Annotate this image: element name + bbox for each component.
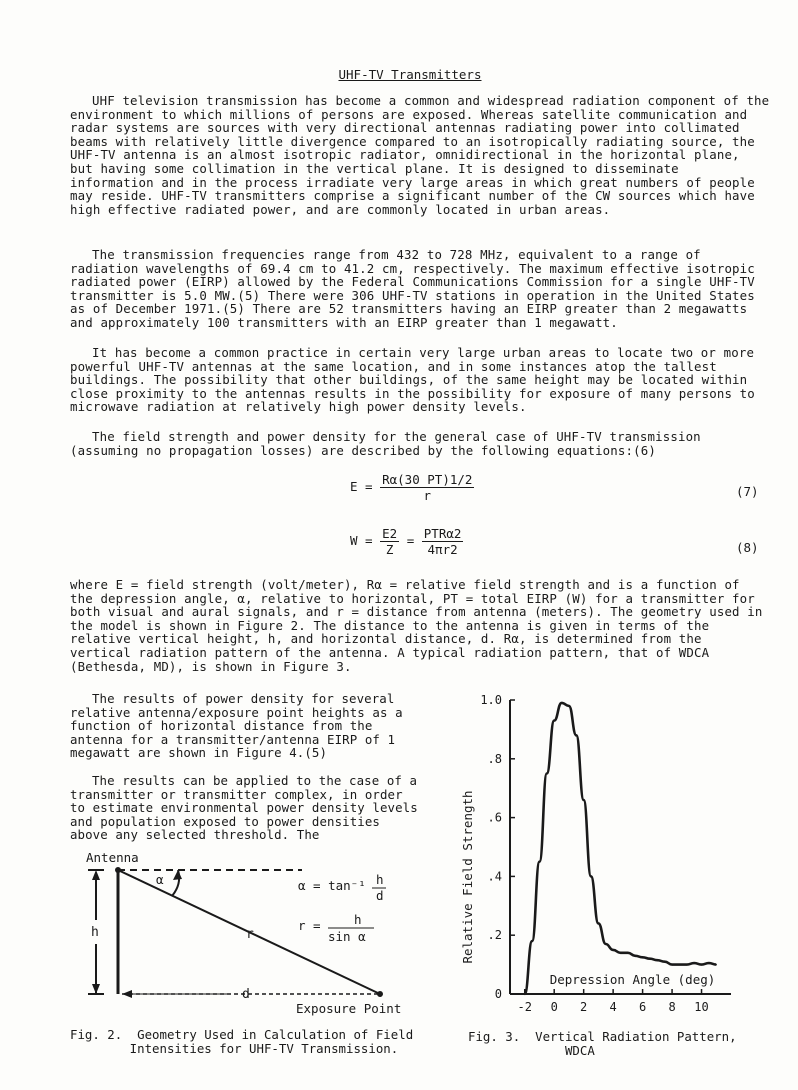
eq7-denominator: r: [423, 488, 432, 503]
equation-8: [350, 526, 463, 557]
y-axis-label: Relative Field Strength: [460, 790, 475, 964]
eq8-denominator-2: 4πr2: [427, 542, 458, 557]
paragraph-4: [70, 430, 770, 457]
r-equation: r =: [298, 918, 321, 933]
data-point: [664, 961, 665, 962]
radiation-pattern-curve: [525, 703, 717, 994]
paragraph-5: [70, 578, 770, 673]
antenna-label: Antenna: [86, 850, 139, 865]
data-point: [672, 964, 673, 965]
paragraph-text: The results of power density for several relative antenna/exposure point heights as a function of horizontal distance from the antenna for a transmitter/antenna EIRP of 1 megawatt are shown in Figure 4.(5): [70, 691, 403, 761]
data-point: [701, 964, 702, 965]
data-point: [694, 963, 695, 964]
x-tick-label: 0: [550, 1000, 558, 1014]
data-point: [561, 702, 562, 703]
paragraph-1: [70, 94, 770, 216]
x-tick-label: 6: [638, 1000, 647, 1014]
data-point: [635, 955, 636, 956]
section-title: UHF-TV Transmitters: [338, 67, 482, 82]
alpha-equation: α = tan⁻¹: [298, 878, 366, 893]
data-point: [627, 952, 628, 953]
paragraph-text: The transmission frequencies range from 432 to 728 MHz, equivalent to a range of radiation wavelengths of 69.4 cm to 41.2 cm, respectively. The maximum effective isotropic radiated power (EIRP) allowed by the Federal Communications Commission for a single UHF-TV transmitter is 5.0 MW.(5) There were 306 UHF-TV stations in operation in the United States as of December 1971.(5) There are 52 transmitters having an EIRP greater than 2 megawatts and approximately 100 transmitters with an EIRP greater than 1 megawatt.: [70, 247, 755, 330]
eq8-numerator-2: PTRα2: [423, 526, 462, 541]
y-tick-label: 0: [494, 987, 502, 1001]
data-point: [590, 876, 591, 877]
data-point: [716, 964, 717, 965]
d-arrow-left-icon: [122, 990, 132, 998]
data-point: [539, 861, 540, 862]
alpha-arrow-icon: [173, 870, 182, 880]
data-point: [598, 923, 599, 924]
paragraph-3: [70, 346, 770, 414]
data-point: [649, 958, 650, 959]
eq7-numerator: Rα(30 PT)1/2: [382, 472, 473, 487]
x-axis-label: Depression Angle (deg): [549, 972, 716, 987]
data-point: [613, 949, 614, 950]
eq8-denominator-1: Z: [385, 542, 394, 557]
data-point: [679, 964, 680, 965]
data-point: [657, 960, 658, 961]
eq7-lhs: E =: [350, 479, 373, 494]
left-column-paragraph-2: [70, 774, 420, 842]
figure-3-chart: [456, 682, 756, 1022]
r-equation-numerator: h: [354, 912, 362, 927]
eq8-fraction-1: [380, 526, 399, 557]
y-tick-label: 1.0: [480, 693, 502, 707]
paragraph-text: where E = field strength (volt/meter), Rα = relative field strength and is a function of the depression angle, α, relative to horizontal, PT = total EIRP (W) for a transmitter for both visual and aural signals, and r = distance from antenna (meters). The geometry used in the model is shown in Figure 2. The distance to the antenna is given in terms of the relative vertical height, h, and horizontal distance, d. Rα, is determined from the vertical radiation pattern of the antenna. A typical radiation pattern, that of WDCA (Bethesda, MD), is shown in Figure 3.: [70, 577, 763, 674]
eq8-fraction-2: [422, 526, 464, 557]
alpha-equation-numerator: h: [376, 872, 384, 887]
paragraph-text: UHF television transmission has become a common and widespread radiation component of the environment to which millions of persons are exposed. Whereas satellite communication and radar systems are sources with very directional antennas radiating power into collimated beams with relatively little divergence compared to an isotropically radiating source, the UHF-TV antenna is an almost isotropic radiator, omnidirectional in the horizontal plane, but having some collimation in the vertical plane. It is designed to disseminate information and in the process irradiate very large areas in which great numbers of people may reside. UHF-TV transmitters comprise a significant number of the CW sources which have high effective radiated power, and are commonly located in urban areas.: [70, 93, 770, 217]
d-label: d: [242, 987, 250, 1002]
alpha-equation-denominator: d: [376, 888, 384, 903]
alpha-label: α: [156, 872, 164, 887]
data-point: [554, 720, 555, 721]
equation-8-label: (8): [736, 540, 759, 555]
equation-7: [350, 472, 474, 503]
series-data-points: [524, 702, 717, 994]
data-point: [708, 963, 709, 964]
left-column-paragraph-1: [70, 692, 420, 760]
data-point: [532, 941, 533, 942]
x-tick-label: -2: [517, 1000, 532, 1014]
x-tick-label: 8: [668, 1000, 676, 1014]
eq8-numerator-1: E2: [382, 526, 398, 541]
x-axis-ticks: [518, 989, 709, 1014]
eq7-fraction: [380, 472, 474, 503]
h-arrow-up-icon: [92, 870, 100, 880]
eq8-equals: =: [406, 533, 415, 548]
data-point: [686, 964, 687, 965]
paragraph-2: [70, 248, 770, 330]
figure-2-caption: Fig. 2. Geometry Used in Calculation of Field Intensities for UHF-TV Transmission.: [70, 1027, 414, 1056]
data-point: [605, 943, 606, 944]
eq8-lhs: W =: [350, 533, 373, 548]
h-arrow-down-icon: [92, 984, 100, 994]
data-point: [620, 952, 621, 953]
paragraph-text: It has become a common practice in certain very large urban areas to locate two or more powerful UHF-TV antennas at the same location, and in some instances atop the tallest buildings. The possibility that other buildings, of the same height may be located within close proximity to the antennas results in the possibility for exposure of many persons to microwave radiation at relatively high power density levels.: [70, 345, 755, 415]
paragraph-text: The results can be applied to the case of a transmitter or transmitter complex, in order to estimate environmental power density levels and population exposed to power densities above any selected threshold. The: [70, 773, 418, 843]
r-label: r: [246, 927, 254, 942]
exposure-point-marker: [377, 991, 383, 997]
x-tick-label: 4: [609, 1000, 617, 1014]
y-tick-label: .6: [487, 810, 502, 825]
data-point: [576, 735, 577, 736]
data-point: [583, 799, 584, 800]
figure-3-caption: Fig. 3. Vertical Radiation Pattern, WDCA: [468, 1029, 737, 1058]
y-tick-label: .2: [487, 928, 502, 943]
data-point: [642, 957, 643, 958]
figure-2-diagram: [70, 848, 440, 1023]
exposure-point-label: Exposure Point: [296, 1001, 402, 1016]
paragraph-text: The field strength and power density for the general case of UHF-TV transmission (assuming no propagation losses) are described by the following equations:(6): [70, 429, 701, 458]
r-equation-denominator: sin α: [328, 929, 366, 944]
y-tick-label: .8: [487, 751, 502, 766]
data-point: [546, 773, 547, 774]
data-point: [524, 993, 525, 994]
y-tick-label: .4: [487, 869, 502, 884]
x-tick-label: 10: [694, 1000, 709, 1014]
h-label: h: [91, 925, 99, 940]
x-tick-label: 2: [580, 1000, 588, 1014]
equation-7-label: (7): [736, 484, 759, 499]
data-point: [568, 705, 569, 706]
